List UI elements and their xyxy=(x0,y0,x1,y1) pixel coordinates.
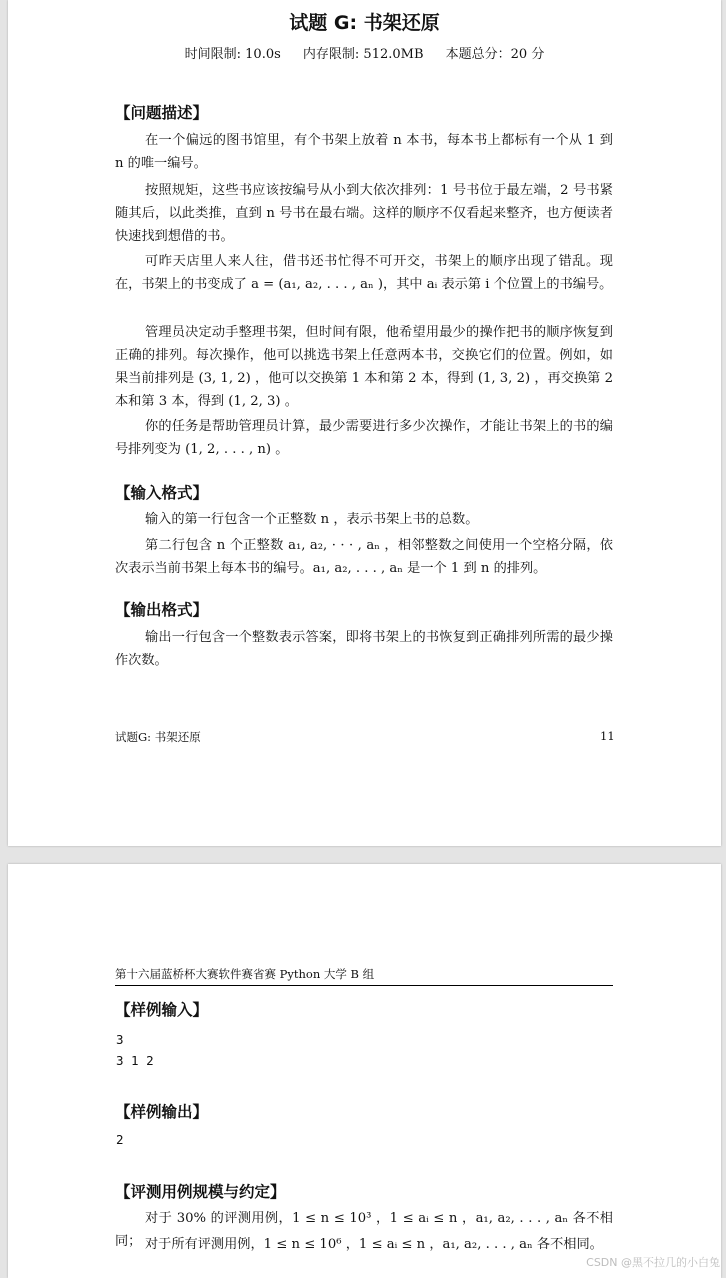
memory-limit: 内存限制: 512.0MB xyxy=(302,47,424,62)
page-number: 11 xyxy=(600,729,615,743)
problem-description-heading: 【问题描述】 xyxy=(115,104,209,122)
sample-output-line: 2 xyxy=(116,1132,124,1147)
total-score: 本题总分：20 分 xyxy=(445,47,545,62)
page-footer-title: 试题G: 书架还原 xyxy=(115,730,201,744)
description-paragraph: 你的任务是帮助管理员计算，最少需要进行多少次操作，才能让书架上的书的编号排列变为 (1, 2, . . . , n) 。 xyxy=(115,419,613,457)
output-format-heading: 【输出格式】 xyxy=(115,601,209,619)
problem-title: 试题 G: 书架还原 xyxy=(289,12,440,34)
output-paragraph: 输出一行包含一个整数表示答案，即将书架上的书恢复到正确排列所需的最少操作次数。 xyxy=(115,630,613,668)
description-paragraph: 管理员决定动手整理书架，但时间有限，他希望用最少的操作把书的顺序恢复到正确的排列。每次操作，他可以挑选书架上任意两本书，交换它们的位置。例如，如果当前排列是 (3, 1, 2) ，他可以交换第 1 本和第 2 本，得到 (1, 3, 2) ，再交换第 2 本和第 3 本，得到 (1, 2, 3) 。 xyxy=(115,325,613,409)
sample-input-line: 3 xyxy=(116,1032,124,1047)
time-limit: 时间限制: 10.0s xyxy=(184,47,281,62)
sample-input-line: 3 1 2 xyxy=(116,1053,154,1068)
document-page-1 xyxy=(8,0,721,846)
constraint-line: 对于 30% 的评测用例，1 ≤ n ≤ 10³ ，1 ≤ aᵢ ≤ n ，a₁, a₂, . . . , aₙ 各不相同； xyxy=(115,1211,613,1249)
description-paragraph: 按照规矩，这些书应该按编号从小到大依次排列：1 号书位于最左端，2 号书紧随其后，以此类推，直到 n 号书在最右端。这样的顺序不仅看起来整齐，也方便读者快速找到想借的书。 xyxy=(115,183,613,244)
input-paragraph: 输入的第一行包含一个正整数 n ，表示书架上书的总数。 xyxy=(145,512,479,527)
sample-input-heading: 【样例输入】 xyxy=(115,1001,209,1019)
constraints-heading: 【评测用例规模与约定】 xyxy=(115,1183,286,1201)
input-format-heading: 【输入格式】 xyxy=(115,484,209,502)
input-paragraph: 第二行包含 n 个正整数 a₁, a₂, · · · , aₙ ，相邻整数之间使用一个空格分隔，依次表示当前书架上每本书的编号。a₁, a₂, . . . , aₙ 是一个 1 到 n 的排列。 xyxy=(115,538,613,576)
description-paragraph: 在一个偏远的图书馆里，有个书架上放着 n 本书，每本书上都标有一个从 1 到 n 的唯一编号。 xyxy=(115,133,613,171)
document-page-2 xyxy=(8,864,721,1278)
csdn-watermark: CSDN @黑不拉几的小白兔 xyxy=(586,1256,720,1269)
running-header: 第十六届蓝桥杯大赛软件赛省赛 Python 大学 B 组 xyxy=(115,966,613,986)
limits-line xyxy=(8,43,721,62)
description-paragraph: 可昨天店里人来人往，借书还书忙得不可开交，书架上的顺序出现了错乱。现在，书架上的书变成了 a = (a₁, a₂, . . . , aₙ )，其中 aᵢ 表示第 i 个位置上的书编号。 xyxy=(115,254,613,292)
sample-output-heading: 【样例输出】 xyxy=(115,1103,209,1121)
constraint-line: 对于所有评测用例，1 ≤ n ≤ 10⁶ ，1 ≤ aᵢ ≤ n ，a₁, a₂, . . . , aₙ 各不相同。 xyxy=(145,1237,603,1252)
